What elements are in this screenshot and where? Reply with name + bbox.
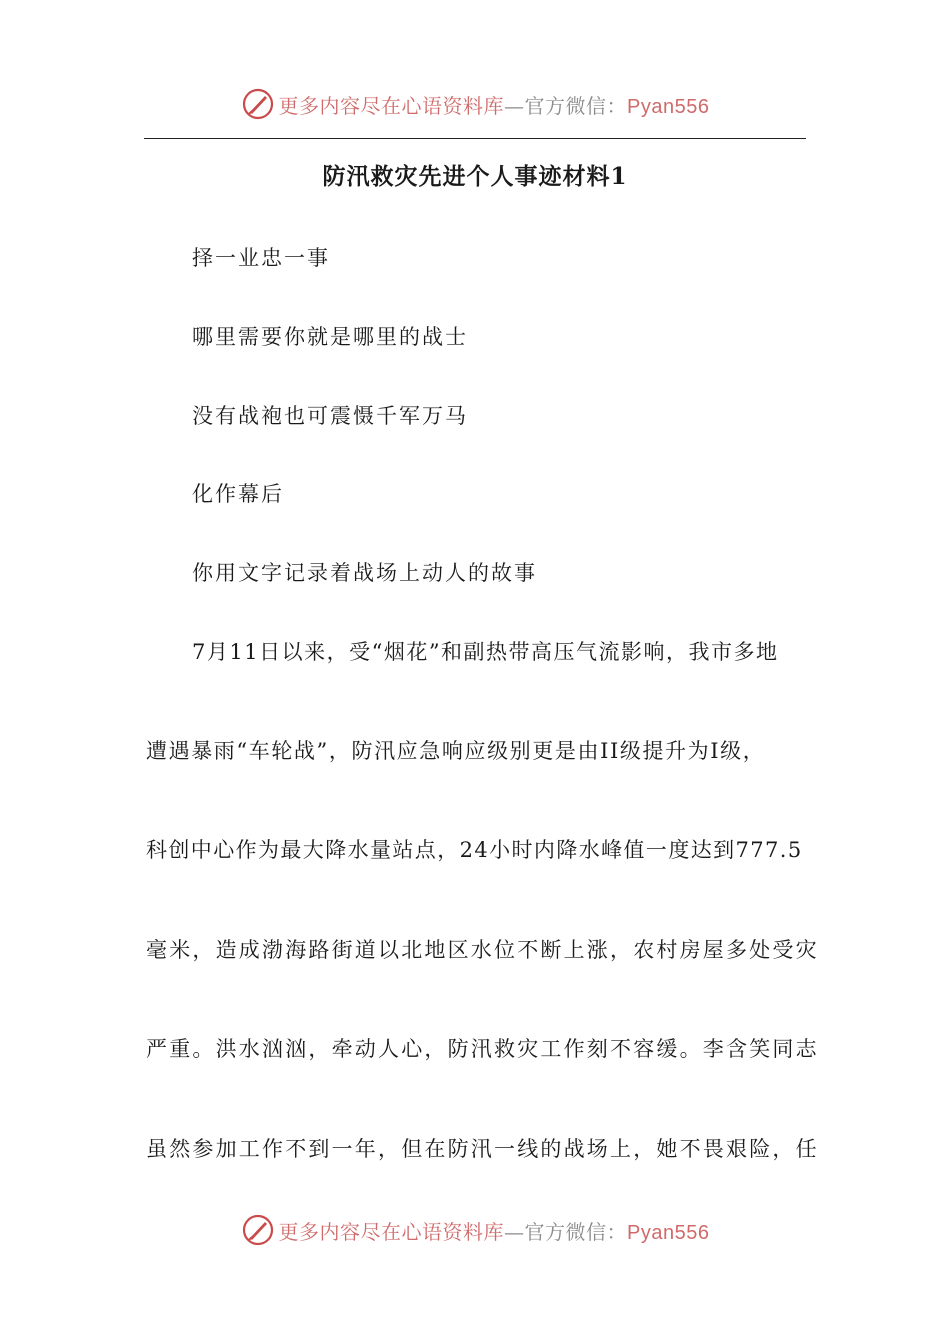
quill-logo-icon [241, 87, 275, 121]
quill-logo-icon [241, 1213, 275, 1247]
footer-wechat-label: 官方微信： [524, 1219, 628, 1244]
body-line-1: 7月11日以来，受“烟花”和副热带高压气流影响，我市多地 [192, 640, 779, 664]
document-title: 防汛救灾先进个人事迹材料1 [322, 163, 628, 190]
body-line-2: 遭遇暴雨“车轮战”，防汛应急响应级别更是由II级提升为I级， [146, 739, 766, 763]
header-site-text: 更多内容尽在心语资料库 [278, 93, 505, 118]
header-wechat-id: Pyan556 [627, 95, 710, 118]
footer-dash: — [504, 1219, 525, 1244]
body-line-5: 严重。洪水汹汹，牵动人心，防汛救灾工作刻不容缓。李含笑同志 [146, 1037, 819, 1061]
poem-line-4: 化作幕后 [192, 482, 284, 506]
poem-line-3: 没有战袍也可震慑千军万马 [192, 404, 468, 428]
header-wechat-label: 官方微信： [524, 93, 628, 118]
body-line-4: 毫米，造成渤海路街道以北地区水位不断上涨，农村房屋多处受灾 [146, 938, 819, 962]
poem-line-1: 择一业忠一事 [192, 246, 330, 270]
header-banner [0, 82, 950, 126]
body-line-3: 科创中心作为最大降水量站点，24小时内降水峰值一度达到777.5 [146, 838, 803, 862]
header-divider [144, 138, 806, 139]
body-line-6: 虽然参加工作不到一年，但在防汛一线的战场上，她不畏艰险，任 [146, 1137, 819, 1161]
footer-banner [0, 1208, 950, 1252]
poem-line-2: 哪里需要你就是哪里的战士 [192, 325, 468, 349]
poem-line-5: 你用文字记录着战场上动人的故事 [192, 561, 537, 585]
header-banner-text [279, 90, 710, 119]
header-dash: — [504, 93, 525, 118]
footer-banner-text [279, 1216, 710, 1245]
footer-site-text: 更多内容尽在心语资料库 [278, 1219, 505, 1244]
footer-wechat-id: Pyan556 [627, 1221, 710, 1244]
